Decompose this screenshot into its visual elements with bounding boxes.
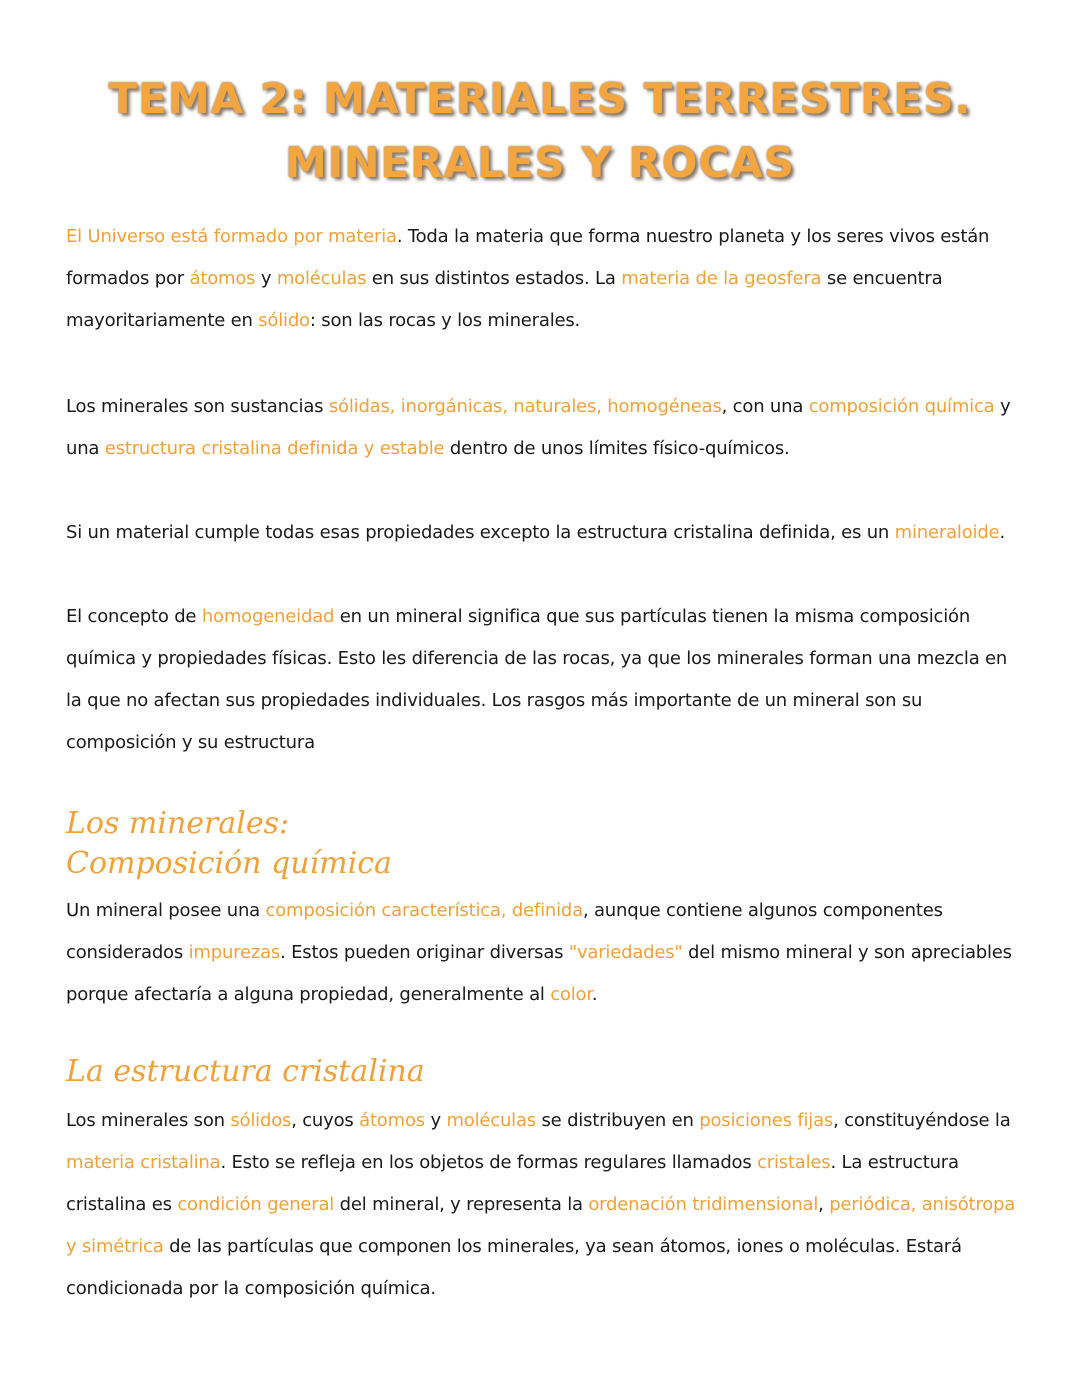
body-text: , aunque contiene algunos componentes considerados (66, 900, 943, 963)
body-text: . Esto se refleja en los objetos de formas regulares llamados (220, 1152, 758, 1173)
body-text: dentro de unos límites físico-químicos. (444, 438, 790, 459)
paragraph-minerales-definicion (66, 386, 1026, 470)
highlight-text: mineraloide (894, 522, 1000, 543)
body-text: . (999, 522, 1005, 543)
highlight-text: "variedades" (568, 942, 683, 963)
highlight-text: homogeneidad (201, 606, 335, 627)
highlight-text: periódica, anisótropa y simétrica (66, 1194, 1016, 1257)
body-text: y (255, 268, 277, 289)
body-text: se distribuyen en (535, 1110, 700, 1131)
body-text: Los minerales son (66, 1110, 231, 1131)
body-text: en sus distintos estados. La (366, 268, 622, 289)
highlight-text: átomos (189, 268, 256, 289)
paragraph-estructura (66, 1100, 1026, 1310)
body-text: del mineral, y representa la (334, 1194, 589, 1215)
highlight-text: sólidos (230, 1110, 292, 1131)
highlight-text: color (550, 984, 592, 1005)
highlight-text: átomos (359, 1110, 425, 1131)
body-text: del mismo mineral y son apreciables porque afectaría a alguna propiedad, generalmente al (66, 942, 1012, 1005)
body-text: , (818, 1194, 830, 1215)
body-text: , cuyos (291, 1110, 360, 1131)
highlight-text: composición química (808, 396, 995, 417)
paragraph-mineraloide (66, 512, 1026, 554)
body-text: . Estos pueden originar diversas (280, 942, 569, 963)
body-text: de las partículas que componen los minerales, ya sean átomos, iones o moléculas. Estará condicionada por la composición química. (66, 1236, 962, 1299)
highlight-text: impurezas (188, 942, 281, 963)
highlight-text: estructura cristalina definida y estable (104, 438, 445, 459)
body-text: Un mineral posee una (66, 900, 266, 921)
highlight-text: composición característica, definida (265, 900, 583, 921)
heading-los-minerales: Los minerales: (66, 806, 290, 841)
paragraph-universo (66, 216, 1026, 342)
highlight-text: sólidas, inorgánicas, naturales, homogéneas (328, 396, 722, 417)
heading-estructura-cristalina: La estructura cristalina (66, 1054, 425, 1089)
body-text: , constituyéndose la (833, 1110, 1011, 1131)
heading-composicion-quimica: Composición química (66, 846, 392, 881)
page-title-line-1: TEMA 2: MATERIALES TERRESTRES. (108, 74, 972, 123)
body-text: . La estructura cristalina es (66, 1152, 959, 1215)
highlight-text: ordenación tridimensional (588, 1194, 819, 1215)
paragraph-composicion (66, 890, 1026, 1016)
highlight-text: El Universo está formado por materia (66, 226, 397, 247)
body-text: Los minerales son sustancias (66, 396, 329, 417)
paragraph-homogeneidad (66, 596, 1026, 764)
body-text: , con una (721, 396, 809, 417)
body-text: : son las rocas y los minerales. (309, 310, 581, 331)
highlight-text: materia cristalina (66, 1152, 221, 1173)
highlight-text: sólido (258, 310, 310, 331)
body-text: . (591, 984, 598, 1005)
highlight-text: cristales (757, 1152, 831, 1173)
highlight-text: moléculas (276, 268, 367, 289)
body-text: y una (66, 396, 1011, 459)
body-text: en un mineral significa que sus partículas tienen la misma composición química y propiedades físicas. Esto les diferencia de las rocas, ya que los minerales forman una mezcla en la que no afectan sus propiedades individuales. Los rasgos más importante de un mineral son su composición y su estructura (66, 606, 1008, 753)
body-text: El concepto de (66, 606, 202, 627)
highlight-text: moléculas (446, 1110, 536, 1131)
body-text: . Toda la materia que forma nuestro planeta y los seres vivos están formados por (66, 226, 990, 289)
body-text: Si un material cumple todas esas propiedades excepto la estructura cristalina definida, es un (66, 522, 895, 543)
page-title-line-2: MINERALES Y ROCAS (284, 138, 796, 187)
highlight-text: materia de la geosfera (621, 268, 822, 289)
body-text: y (424, 1110, 447, 1131)
highlight-text: posiciones fijas (699, 1110, 834, 1131)
body-text: se encuentra mayoritariamente en (66, 268, 943, 331)
highlight-text: condición general (177, 1194, 335, 1215)
